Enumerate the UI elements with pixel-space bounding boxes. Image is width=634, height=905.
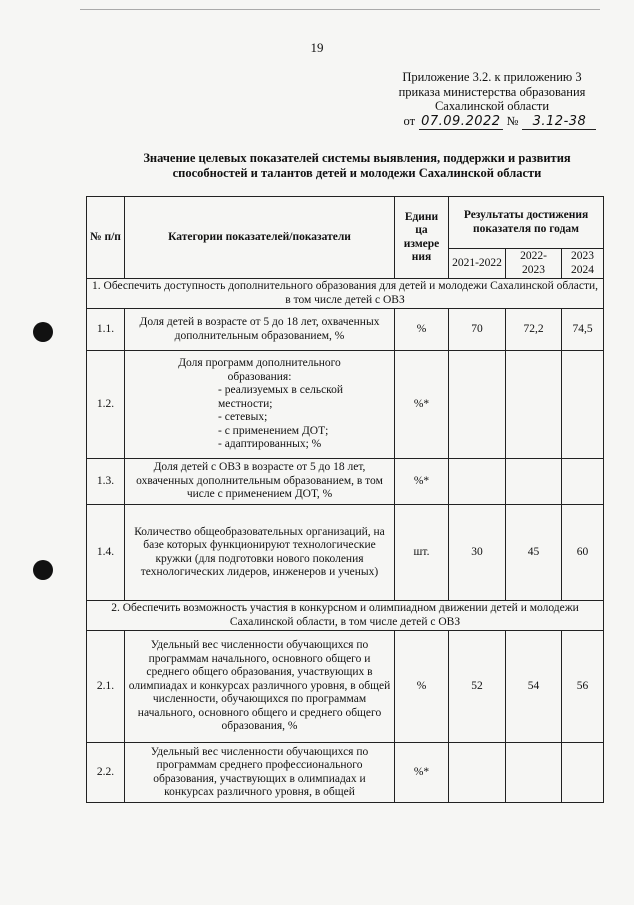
row-value-3 — [562, 459, 604, 505]
title-line-2: способностей и талантов детей и молодежи Сахалинской области — [172, 166, 542, 180]
title-line-1: Значение целевых показателей системы выявления, поддержки и развития — [143, 151, 571, 165]
row-value-3 — [562, 743, 604, 803]
header-year-3: 2023 2024 — [562, 249, 604, 279]
row-value-3: 74,5 — [562, 309, 604, 351]
row-unit: % — [395, 631, 449, 743]
row-value-1 — [449, 459, 506, 505]
appendix-line-1: Приложение 3.2. к приложению 3 — [402, 70, 582, 84]
row-item: - с применением ДОТ; — [218, 424, 329, 437]
appendix-block — [372, 70, 612, 130]
punch-hole-top — [33, 322, 53, 342]
header-category: Категории показателей/показатели — [125, 197, 395, 279]
row-value-3 — [562, 351, 604, 459]
row-value-2: 45 — [506, 505, 562, 601]
row-value-1: 52 — [449, 631, 506, 743]
row-item: - адаптированных; % — [218, 438, 322, 451]
row-text: Доля детей с ОВЗ в возрасте от 5 до 18 лет, охваченных дополнительным образованием, в том числе с применением ДОТ, % — [125, 459, 395, 505]
row-text-block — [125, 351, 395, 459]
row-text: Количество общеобразовательных организаций, на базе которых функционируют технологические кружки (для подготовки нового поколения технологических лидеров, инженеров и ученых) — [125, 505, 395, 601]
header-year-1: 2021-2022 — [449, 249, 506, 279]
row-num: 2.1. — [87, 631, 125, 743]
row-value-2: 72,2 — [506, 309, 562, 351]
row-value-1: 30 — [449, 505, 506, 601]
row-value-2: 54 — [506, 631, 562, 743]
header-results: Результаты достижения показателя по годам — [449, 197, 604, 249]
row-text: Доля детей в возрасте от 5 до 18 лет, охваченных дополнительным образованием, % — [125, 309, 395, 351]
row-text: Доля программ дополнительного образования: — [178, 357, 341, 383]
row-num: 1.3. — [87, 459, 125, 505]
indicators-table — [86, 196, 604, 803]
row-unit: шт. — [395, 505, 449, 601]
row-unit: % — [395, 309, 449, 351]
row-num: 1.4. — [87, 505, 125, 601]
row-item: - реализуемых в сельской местности; — [218, 384, 344, 410]
number-prefix: № — [506, 113, 519, 128]
header-year-2: 2022-2023 — [506, 249, 562, 279]
page-number: 19 — [310, 40, 324, 55]
row-text: Удельный вес численности обучающихся по программам среднего профессионального образования, участвующих в олимпиадах и конкурсах различного уровня, в общей — [125, 743, 395, 803]
document-title — [120, 151, 594, 181]
row-value-1: 70 — [449, 309, 506, 351]
row-value-2 — [506, 743, 562, 803]
punch-hole-bottom — [33, 560, 53, 580]
row-value-3: 56 — [562, 631, 604, 743]
table-row — [87, 309, 604, 351]
row-value-3: 60 — [562, 505, 604, 601]
section-2: 2. Обеспечить возможность участия в конкурсном и олимпиадном движении детей и молодежи Сахалинской области, в том числе детей с ОВЗ — [87, 601, 604, 631]
handwritten-number: 3.12-38 — [522, 115, 596, 131]
date-prefix: от — [403, 113, 416, 128]
row-unit: %* — [395, 351, 449, 459]
section-row — [87, 279, 604, 309]
header-unit: Едини ца измере ния — [395, 197, 449, 279]
row-value-2 — [506, 351, 562, 459]
table-row — [87, 351, 604, 459]
row-value-1 — [449, 743, 506, 803]
table-row — [87, 505, 604, 601]
page-edge-line — [80, 9, 600, 10]
row-num: 2.2. — [87, 743, 125, 803]
row-unit: %* — [395, 459, 449, 505]
row-item: - сетевых; — [218, 411, 268, 424]
header-row — [87, 197, 604, 249]
table-row — [87, 743, 604, 803]
appendix-line-2: приказа министерства образования — [398, 84, 586, 99]
row-unit: %* — [395, 743, 449, 803]
table-row — [87, 459, 604, 505]
row-value-1 — [449, 351, 506, 459]
row-text: Удельный вес численности обучающихся по программам начального, основного общего и среднего общего образования, участвующих в олимпиадах и конкурсах различного уровня, в общей численности, обучающихся по программам начального, основного общего и среднего общего образования, % — [125, 631, 395, 743]
section-row — [87, 601, 604, 631]
appendix-reference — [388, 114, 612, 131]
section-1: 1. Обеспечить доступность дополнительного образования для детей и молодежи Сахалинской области, в том числе детей с ОВЗ — [87, 279, 604, 309]
table-row — [87, 631, 604, 743]
row-num: 1.2. — [87, 351, 125, 459]
appendix-line-3: Сахалинской области — [434, 99, 550, 113]
row-value-2 — [506, 459, 562, 505]
row-num: 1.1. — [87, 309, 125, 351]
header-num: № п/п — [87, 197, 125, 279]
handwritten-date: 07.09.2022 — [421, 113, 501, 129]
